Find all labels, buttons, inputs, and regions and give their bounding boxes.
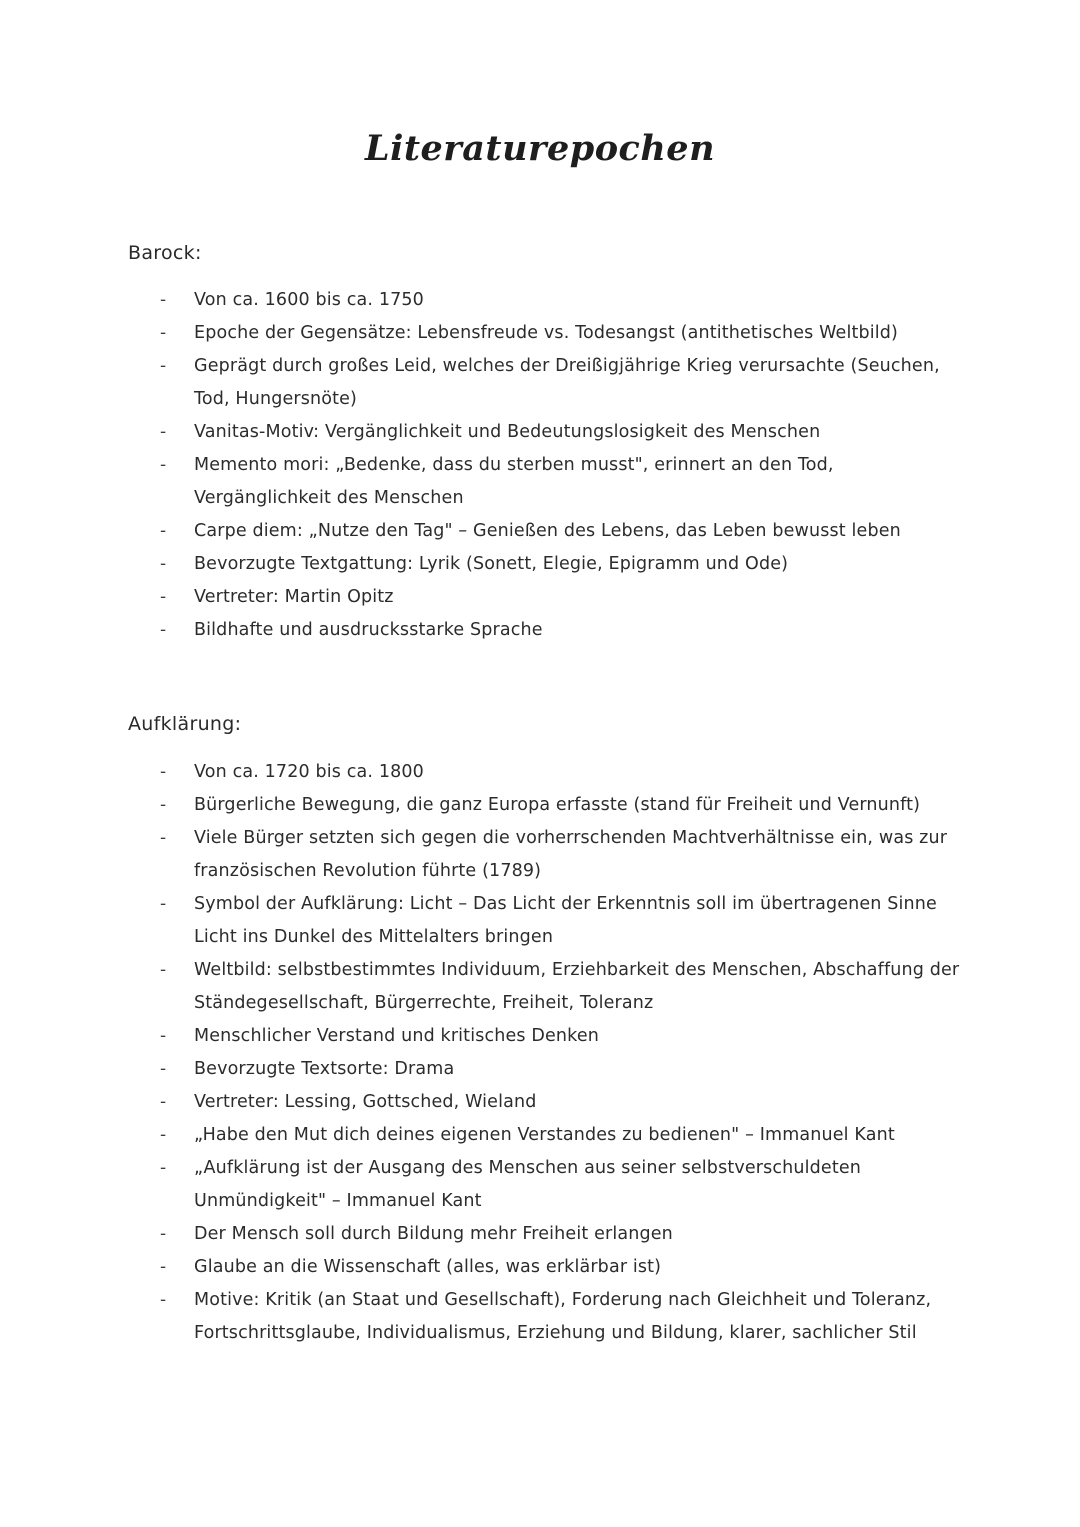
list-item-text: Motive: Kritik (an Staat und Gesellschaft), Forderung nach Gleichheit und Toleranz, Fortschrittsglaube, Individualismus, Erziehung und Bildung, klarer, sachlicher Stil	[194, 1290, 932, 1343]
list-item	[160, 1218, 960, 1251]
list-item	[160, 416, 960, 449]
bullet-dash: -	[160, 894, 167, 914]
list-item	[160, 317, 960, 350]
page-title: Literaturepochen	[364, 128, 716, 169]
bullet-dash: -	[160, 1224, 167, 1244]
list-item	[160, 1053, 960, 1086]
list-item-text: Symbol der Aufklärung: Licht – Das Licht der Erkenntnis soll im übertragenen Sinne Licht ins Dunkel des Mittelalters bringen	[194, 894, 937, 947]
list-item	[160, 1119, 960, 1152]
section-heading-barock: Barock:	[128, 242, 202, 264]
list-item-text: „Aufklärung ist der Ausgang des Menschen aus seiner selbstverschuldeten Unmündigkeit" – Immanuel Kant	[194, 1158, 861, 1211]
list-item	[160, 548, 960, 581]
list-item	[160, 954, 960, 1020]
list-item	[160, 1251, 960, 1284]
list-item-text: Der Mensch soll durch Bildung mehr Freiheit erlangen	[194, 1224, 673, 1244]
bullet-dash: -	[160, 554, 167, 574]
list-item-text: „Habe den Mut dich deines eigenen Verstandes zu bedienen" – Immanuel Kant	[194, 1125, 895, 1145]
bullet-dash: -	[160, 795, 167, 815]
list-item-text: Bevorzugte Textgattung: Lyrik (Sonett, Elegie, Epigramm und Ode)	[194, 554, 789, 574]
bullet-dash: -	[160, 1257, 167, 1277]
list-item-text: Carpe diem: „Nutze den Tag" – Genießen des Lebens, das Leben bewusst leben	[194, 521, 901, 541]
bullet-dash: -	[160, 828, 167, 848]
bullet-dash: -	[160, 1092, 167, 1112]
bullet-dash: -	[160, 1290, 167, 1310]
list-item-text: Vanitas-Motiv: Vergänglichkeit und Bedeutungslosigkeit des Menschen	[194, 422, 821, 442]
list-item	[160, 1086, 960, 1119]
list-item-text: Menschlicher Verstand und kritisches Denken	[194, 1026, 599, 1046]
list-item	[160, 350, 960, 416]
list-item	[160, 449, 960, 515]
bullet-dash: -	[160, 1158, 167, 1178]
list-item-text: Von ca. 1720 bis ca. 1800	[194, 762, 424, 782]
aufklaerung-list	[160, 756, 960, 1350]
bullet-dash: -	[160, 521, 167, 541]
list-item	[160, 888, 960, 954]
list-item-text: Memento mori: „Bedenke, dass du sterben musst", erinnert an den Tod, Vergänglichkeit des Menschen	[194, 455, 834, 508]
bullet-dash: -	[160, 960, 167, 980]
bullet-dash: -	[160, 455, 167, 475]
list-item-text: Geprägt durch großes Leid, welches der Dreißigjährige Krieg verursachte (Seuchen, Tod, Hungersnöte)	[194, 356, 940, 409]
list-item	[160, 789, 960, 822]
bullet-dash: -	[160, 1125, 167, 1145]
list-item-text: Weltbild: selbstbestimmtes Individuum, Erziehbarkeit des Menschen, Abschaffung der Ständegesellschaft, Bürgerrechte, Freiheit, Toleranz	[194, 960, 960, 1013]
barock-list	[160, 284, 960, 647]
section-heading-aufklaerung: Aufklärung:	[128, 713, 242, 735]
list-item	[160, 1284, 960, 1350]
list-item-text: Vertreter: Lessing, Gottsched, Wieland	[194, 1092, 537, 1112]
list-item-text: Von ca. 1600 bis ca. 1750	[194, 290, 424, 310]
list-item-text: Epoche der Gegensätze: Lebensfreude vs. Todesangst (antithetisches Weltbild)	[194, 323, 899, 343]
bullet-dash: -	[160, 762, 167, 782]
bullet-dash: -	[160, 323, 167, 343]
bullet-dash: -	[160, 356, 167, 376]
list-item-text: Bürgerliche Bewegung, die ganz Europa erfasste (stand für Freiheit und Vernunft)	[194, 795, 921, 815]
list-item	[160, 515, 960, 548]
list-item	[160, 581, 960, 614]
list-item	[160, 284, 960, 317]
list-item	[160, 822, 960, 888]
bullet-dash: -	[160, 620, 167, 640]
bullet-dash: -	[160, 1059, 167, 1079]
list-item	[160, 1152, 960, 1218]
list-item-text: Bildhafte und ausdrucksstarke Sprache	[194, 620, 543, 640]
list-item	[160, 614, 960, 647]
list-item	[160, 756, 960, 789]
bullet-dash: -	[160, 1026, 167, 1046]
bullet-dash: -	[160, 422, 167, 442]
bullet-dash: -	[160, 587, 167, 607]
list-item-text: Glaube an die Wissenschaft (alles, was erklärbar ist)	[194, 1257, 662, 1277]
bullet-dash: -	[160, 290, 167, 310]
list-item	[160, 1020, 960, 1053]
list-item-text: Viele Bürger setzten sich gegen die vorherrschenden Machtverhältnisse ein, was zur französischen Revolution führte (1789)	[194, 828, 948, 881]
list-item-text: Bevorzugte Textsorte: Drama	[194, 1059, 455, 1079]
list-item-text: Vertreter: Martin Opitz	[194, 587, 394, 607]
